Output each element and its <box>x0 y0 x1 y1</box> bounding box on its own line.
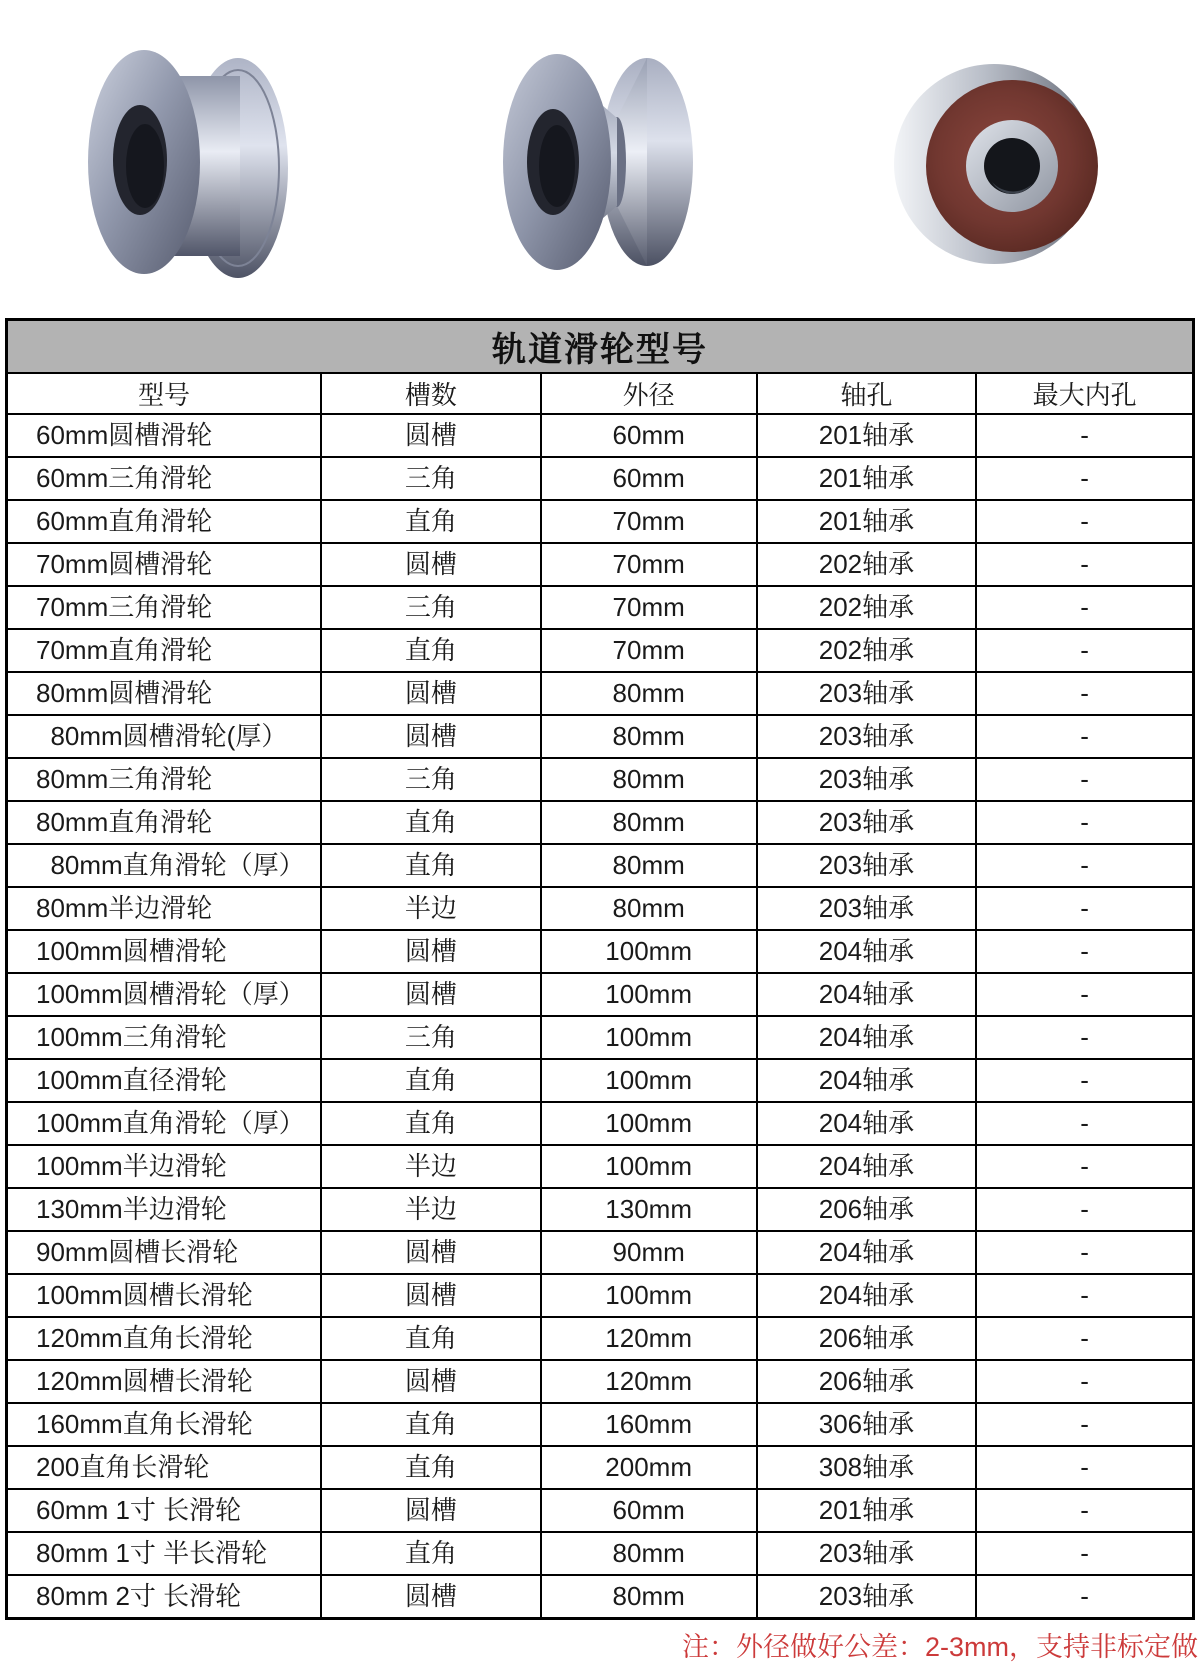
table-row <box>7 1403 1194 1446</box>
groove-cell: 圆槽 <box>321 1274 541 1317</box>
flanged-wheel-illustration <box>892 32 1112 297</box>
pulley-spec-table <box>5 318 1195 1620</box>
groove-cell: 半边 <box>321 1145 541 1188</box>
groove-cell: 直角 <box>321 1532 541 1575</box>
outer-diameter-cell: 80mm <box>541 844 757 887</box>
table-row <box>7 1016 1194 1059</box>
outer-diameter-cell: 200mm <box>541 1446 757 1489</box>
table-row <box>7 1360 1194 1403</box>
outer-diameter-cell: 90mm <box>541 1231 757 1274</box>
groove-cell: 圆槽 <box>321 543 541 586</box>
table-row <box>7 1102 1194 1145</box>
groove-cell: 三角 <box>321 457 541 500</box>
outer-diameter-cell: 100mm <box>541 1274 757 1317</box>
table-row <box>7 586 1194 629</box>
table-row <box>7 1532 1194 1575</box>
groove-cell: 半边 <box>321 887 541 930</box>
bearing-cell: 202轴承 <box>757 543 977 586</box>
model-cell: 100mm半边滑轮 <box>7 1145 322 1188</box>
table-row <box>7 1317 1194 1360</box>
bearing-cell: 203轴承 <box>757 1532 977 1575</box>
table-row <box>7 1446 1194 1489</box>
table-row <box>7 500 1194 543</box>
bearing-cell: 201轴承 <box>757 414 977 457</box>
bearing-cell: 204轴承 <box>757 1059 977 1102</box>
model-cell: 100mm圆槽滑轮（厚） <box>7 973 322 1016</box>
outer-diameter-cell: 70mm <box>541 629 757 672</box>
bearing-cell: 202轴承 <box>757 629 977 672</box>
model-cell: 200直角长滑轮 <box>7 1446 322 1489</box>
max-bore-cell: - <box>976 1446 1193 1489</box>
model-cell: 80mm 1寸 半长滑轮 <box>7 1532 322 1575</box>
u-groove-pulley-illustration <box>82 32 302 297</box>
groove-cell: 圆槽 <box>321 930 541 973</box>
table-row <box>7 1188 1194 1231</box>
groove-cell: 圆槽 <box>321 672 541 715</box>
model-cell: 80mm直角滑轮（厚） <box>7 844 322 887</box>
groove-cell: 直角 <box>321 1403 541 1446</box>
model-cell: 80mm半边滑轮 <box>7 887 322 930</box>
flanged-wheel-pulley-photo <box>892 32 1112 297</box>
groove-cell: 直角 <box>321 500 541 543</box>
groove-cell: 直角 <box>321 1059 541 1102</box>
groove-cell: 直角 <box>321 629 541 672</box>
model-cell: 70mm圆槽滑轮 <box>7 543 322 586</box>
bearing-cell: 308轴承 <box>757 1446 977 1489</box>
max-bore-cell: - <box>976 586 1193 629</box>
bearing-cell: 206轴承 <box>757 1317 977 1360</box>
table-row <box>7 457 1194 500</box>
table-row <box>7 844 1194 887</box>
groove-cell: 直角 <box>321 1446 541 1489</box>
model-cell: 80mm圆槽滑轮(厚） <box>7 715 322 758</box>
outer-diameter-cell: 80mm <box>541 1575 757 1619</box>
model-cell: 130mm半边滑轮 <box>7 1188 322 1231</box>
bearing-cell: 203轴承 <box>757 672 977 715</box>
groove-cell: 直角 <box>321 1102 541 1145</box>
model-cell: 70mm直角滑轮 <box>7 629 322 672</box>
max-bore-cell: - <box>976 1102 1193 1145</box>
max-bore-cell: - <box>976 1059 1193 1102</box>
v-groove-pulley-illustration <box>487 32 707 297</box>
column-header-row <box>7 373 1194 414</box>
outer-diameter-cell: 100mm <box>541 1016 757 1059</box>
table-row <box>7 801 1194 844</box>
table-row <box>7 1274 1194 1317</box>
model-cell: 60mm三角滑轮 <box>7 457 322 500</box>
model-cell: 60mm 1寸 长滑轮 <box>7 1489 322 1532</box>
model-cell: 100mm直角滑轮（厚） <box>7 1102 322 1145</box>
groove-cell: 三角 <box>321 758 541 801</box>
footer-note: 注：外径做好公差：2-3mm，支持非标定做 <box>681 1632 1198 1662</box>
max-bore-cell: - <box>976 1532 1193 1575</box>
model-cell: 80mm圆槽滑轮 <box>7 672 322 715</box>
table-title: 轨道滑轮型号 <box>7 320 1194 374</box>
bearing-cell: 201轴承 <box>757 1489 977 1532</box>
table-row <box>7 715 1194 758</box>
model-cell: 80mm直角滑轮 <box>7 801 322 844</box>
outer-diameter-cell: 80mm <box>541 887 757 930</box>
table-row <box>7 1059 1194 1102</box>
bearing-cell: 206轴承 <box>757 1360 977 1403</box>
max-bore-cell: - <box>976 758 1193 801</box>
table-row <box>7 1145 1194 1188</box>
outer-diameter-cell: 80mm <box>541 672 757 715</box>
product-photos <box>0 0 1200 318</box>
table-row <box>7 414 1194 457</box>
groove-cell: 半边 <box>321 1188 541 1231</box>
bearing-cell: 203轴承 <box>757 758 977 801</box>
max-bore-cell: - <box>976 1274 1193 1317</box>
groove-cell: 圆槽 <box>321 973 541 1016</box>
model-cell: 60mm圆槽滑轮 <box>7 414 322 457</box>
table-row <box>7 758 1194 801</box>
max-bore-cell: - <box>976 1489 1193 1532</box>
max-bore-cell: - <box>976 887 1193 930</box>
model-cell: 160mm直角长滑轮 <box>7 1403 322 1446</box>
model-cell: 100mm三角滑轮 <box>7 1016 322 1059</box>
groove-cell: 直角 <box>321 1317 541 1360</box>
max-bore-cell: - <box>976 1360 1193 1403</box>
table-row <box>7 973 1194 1016</box>
column-header-1: 型号 <box>7 373 322 414</box>
max-bore-cell: - <box>976 629 1193 672</box>
groove-cell: 直角 <box>321 844 541 887</box>
model-cell: 120mm直角长滑轮 <box>7 1317 322 1360</box>
outer-diameter-cell: 70mm <box>541 543 757 586</box>
max-bore-cell: - <box>976 1231 1193 1274</box>
max-bore-cell: - <box>976 414 1193 457</box>
max-bore-cell: - <box>976 973 1193 1016</box>
bearing-cell: 203轴承 <box>757 715 977 758</box>
model-cell: 60mm直角滑轮 <box>7 500 322 543</box>
bearing-cell: 204轴承 <box>757 930 977 973</box>
outer-diameter-cell: 100mm <box>541 973 757 1016</box>
model-cell: 70mm三角滑轮 <box>7 586 322 629</box>
table-row <box>7 1575 1194 1619</box>
table-row <box>7 930 1194 973</box>
groove-cell: 圆槽 <box>321 1231 541 1274</box>
outer-diameter-cell: 120mm <box>541 1360 757 1403</box>
max-bore-cell: - <box>976 543 1193 586</box>
table-row <box>7 1231 1194 1274</box>
groove-cell: 圆槽 <box>321 1489 541 1532</box>
model-cell: 90mm圆槽长滑轮 <box>7 1231 322 1274</box>
bearing-cell: 202轴承 <box>757 586 977 629</box>
u-groove-pulley-photo <box>82 32 302 297</box>
groove-cell: 三角 <box>321 586 541 629</box>
max-bore-cell: - <box>976 1145 1193 1188</box>
outer-diameter-cell: 100mm <box>541 930 757 973</box>
max-bore-cell: - <box>976 500 1193 543</box>
model-cell: 100mm圆槽长滑轮 <box>7 1274 322 1317</box>
max-bore-cell: - <box>976 1188 1193 1231</box>
max-bore-cell: - <box>976 844 1193 887</box>
max-bore-cell: - <box>976 1016 1193 1059</box>
outer-diameter-cell: 100mm <box>541 1145 757 1188</box>
bearing-cell: 201轴承 <box>757 457 977 500</box>
table-row <box>7 887 1194 930</box>
outer-diameter-cell: 130mm <box>541 1188 757 1231</box>
groove-cell: 直角 <box>321 801 541 844</box>
outer-diameter-cell: 80mm <box>541 1532 757 1575</box>
bearing-cell: 201轴承 <box>757 500 977 543</box>
groove-cell: 圆槽 <box>321 1360 541 1403</box>
bearing-cell: 204轴承 <box>757 1145 977 1188</box>
table-title-row <box>7 320 1194 374</box>
bearing-cell: 203轴承 <box>757 801 977 844</box>
bearing-cell: 204轴承 <box>757 1102 977 1145</box>
groove-cell: 圆槽 <box>321 414 541 457</box>
outer-diameter-cell: 120mm <box>541 1317 757 1360</box>
column-header-3: 外径 <box>541 373 757 414</box>
bearing-cell: 203轴承 <box>757 1575 977 1619</box>
table-row <box>7 672 1194 715</box>
outer-diameter-cell: 80mm <box>541 715 757 758</box>
outer-diameter-cell: 100mm <box>541 1059 757 1102</box>
table-row <box>7 1489 1194 1532</box>
max-bore-cell: - <box>976 457 1193 500</box>
model-cell: 100mm圆槽滑轮 <box>7 930 322 973</box>
model-cell: 100mm直径滑轮 <box>7 1059 322 1102</box>
column-header-2: 槽数 <box>321 373 541 414</box>
bearing-cell: 204轴承 <box>757 1016 977 1059</box>
column-header-5: 最大内孔 <box>976 373 1193 414</box>
bearing-cell: 203轴承 <box>757 844 977 887</box>
groove-cell: 圆槽 <box>321 1575 541 1619</box>
outer-diameter-cell: 160mm <box>541 1403 757 1446</box>
bearing-cell: 204轴承 <box>757 1274 977 1317</box>
max-bore-cell: - <box>976 1575 1193 1619</box>
max-bore-cell: - <box>976 930 1193 973</box>
bearing-cell: 204轴承 <box>757 973 977 1016</box>
max-bore-cell: - <box>976 801 1193 844</box>
table-row <box>7 629 1194 672</box>
model-cell: 80mm 2寸 长滑轮 <box>7 1575 322 1619</box>
groove-cell: 三角 <box>321 1016 541 1059</box>
model-cell: 120mm圆槽长滑轮 <box>7 1360 322 1403</box>
bearing-cell: 203轴承 <box>757 887 977 930</box>
bearing-cell: 206轴承 <box>757 1188 977 1231</box>
outer-diameter-cell: 60mm <box>541 457 757 500</box>
outer-diameter-cell: 60mm <box>541 1489 757 1532</box>
outer-diameter-cell: 70mm <box>541 586 757 629</box>
bearing-cell: 204轴承 <box>757 1231 977 1274</box>
outer-diameter-cell: 80mm <box>541 758 757 801</box>
outer-diameter-cell: 100mm <box>541 1102 757 1145</box>
column-header-4: 轴孔 <box>757 373 977 414</box>
model-cell: 80mm三角滑轮 <box>7 758 322 801</box>
max-bore-cell: - <box>976 672 1193 715</box>
outer-diameter-cell: 70mm <box>541 500 757 543</box>
max-bore-cell: - <box>976 715 1193 758</box>
max-bore-cell: - <box>976 1317 1193 1360</box>
groove-cell: 圆槽 <box>321 715 541 758</box>
max-bore-cell: - <box>976 1403 1193 1446</box>
table-row <box>7 543 1194 586</box>
outer-diameter-cell: 60mm <box>541 414 757 457</box>
bearing-cell: 306轴承 <box>757 1403 977 1446</box>
v-groove-pulley-photo <box>487 32 707 297</box>
outer-diameter-cell: 80mm <box>541 801 757 844</box>
